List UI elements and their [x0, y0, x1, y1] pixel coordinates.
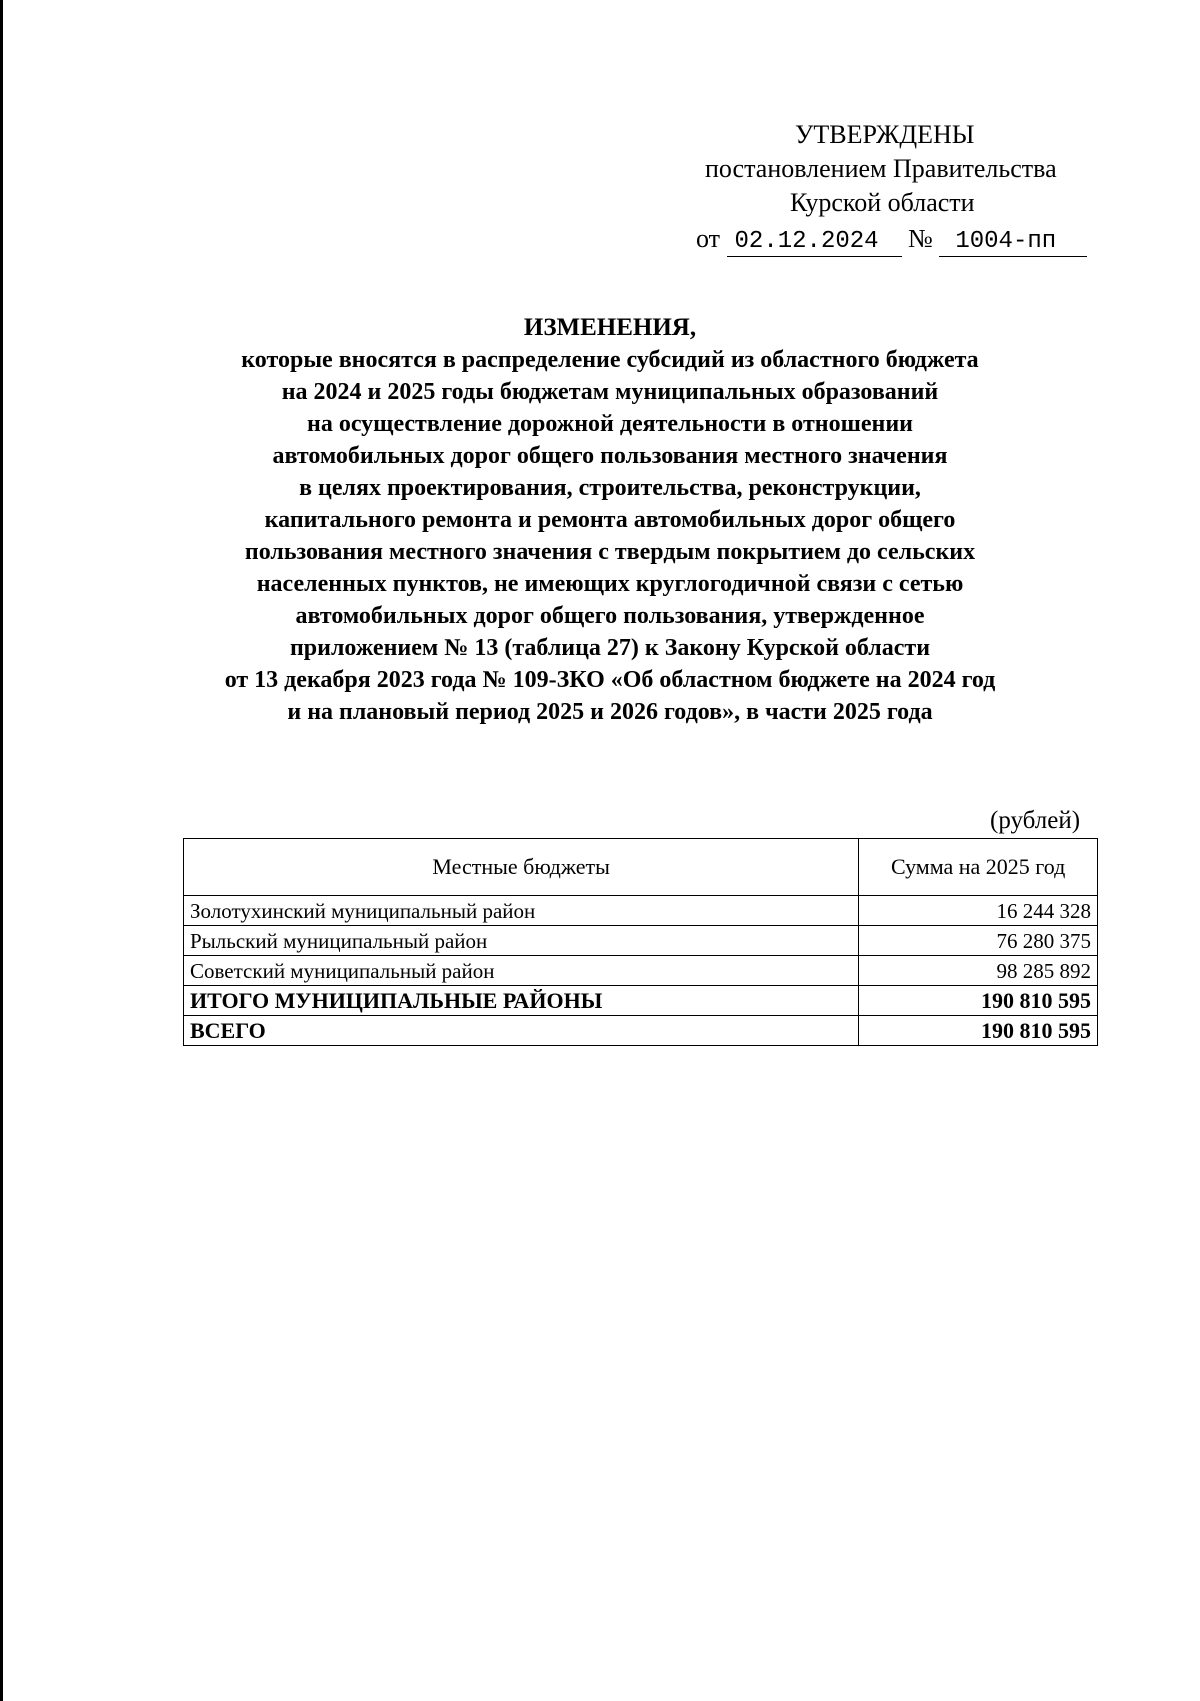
header-sum-2025: Сумма на 2025 год [859, 839, 1098, 896]
title-line: пользования местного значения с твердым покрытием до сельских [244, 539, 976, 565]
subtotal-name: ИТОГО МУНИЦИПАЛЬНЫЕ РАЙОНЫ [184, 986, 859, 1016]
title-line: на осуществление дорожной деятельности в отношении [307, 411, 913, 437]
row-name: Рыльский муниципальный район [184, 926, 859, 956]
row-sum: 16 244 328 [859, 896, 1098, 926]
title-line: которые вносятся в распределение субсидий из областного бюджета [241, 347, 979, 373]
total-row [184, 1016, 1098, 1046]
title-line: населенных пунктов, не имеющих круглогодичной связи с сетью [256, 571, 964, 597]
title-line: капитального ремонта и ремонта автомобильных дорог общего [264, 507, 956, 533]
document-title [150, 312, 1070, 728]
title-line: от 13 декабря 2023 года № 109-ЗКО «Об областном бюджете на 2024 год [224, 667, 996, 693]
table-header-row [184, 839, 1098, 896]
scan-edge-line [0, 0, 3, 1701]
table-row [184, 896, 1098, 926]
subtotal-sum: 190 810 595 [859, 986, 1098, 1016]
row-sum: 76 280 375 [859, 926, 1098, 956]
units-label: (рублей) [990, 807, 1081, 834]
row-name: Советский муниципальный район [184, 956, 859, 986]
approved-label: УТВЕРЖДЕНЫ [795, 120, 975, 149]
title-line: на 2024 и 2025 годы бюджетам муниципальных образований [281, 379, 939, 405]
subtotal-row [184, 986, 1098, 1016]
table-row [184, 926, 1098, 956]
table-row [184, 956, 1098, 986]
total-sum: 190 810 595 [859, 1016, 1098, 1046]
title-line: приложением № 13 (таблица 27) к Закону Курской области [289, 635, 931, 661]
row-sum: 98 285 892 [859, 956, 1098, 986]
header-local-budgets: Местные бюджеты [184, 839, 859, 896]
approval-number: 1004-пп [939, 228, 1087, 257]
date-prefix: от [696, 224, 721, 253]
approval-stamp [640, 118, 1100, 257]
total-name: ВСЕГО [184, 1016, 859, 1046]
row-name: Золотухинский муниципальный район [184, 896, 859, 926]
approval-date-number [640, 222, 1100, 257]
budget-table [183, 838, 1098, 1046]
approval-date: 02.12.2024 [727, 228, 902, 257]
approved-by-line-2: Курской области [790, 188, 975, 217]
title-line: автомобильных дорог общего пользования, утвержденное [295, 603, 925, 629]
title-heading: ИЗМЕНЕНИЯ, [523, 314, 697, 341]
approved-by-line-1: постановлением Правительства [705, 154, 1057, 183]
number-prefix: № [908, 224, 933, 253]
title-line: автомобильных дорог общего пользования местного значения [272, 443, 948, 469]
title-line: в целях проектирования, строительства, реконструкции, [299, 475, 921, 501]
title-line: и на плановый период 2025 и 2026 годов», в части 2025 года [287, 699, 933, 725]
